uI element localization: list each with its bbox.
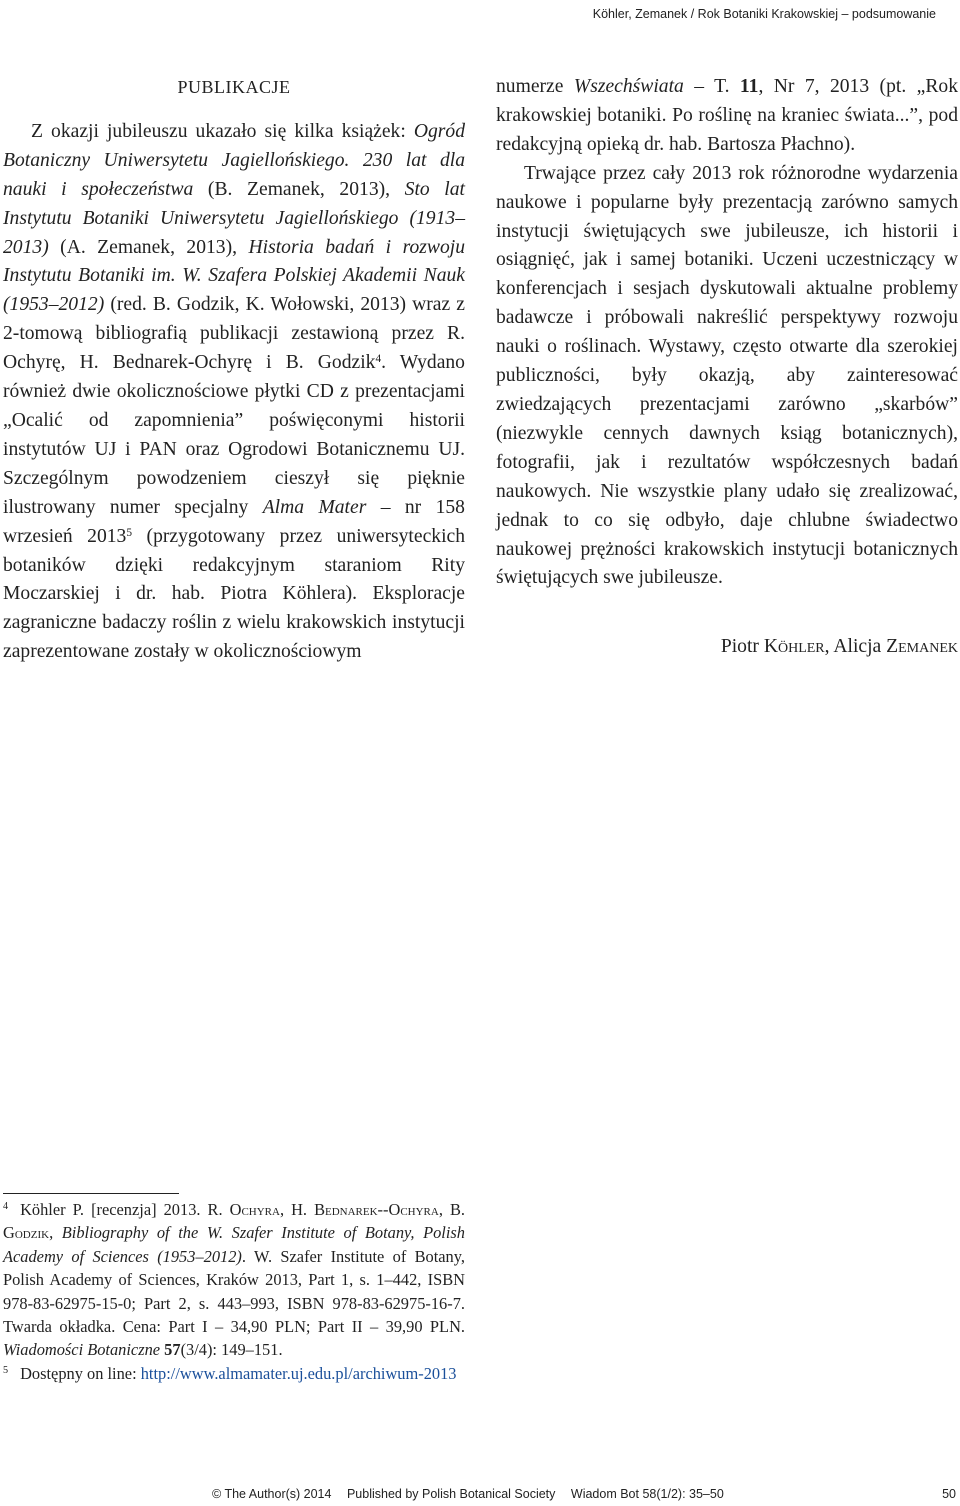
right-paragraph: Trwające przez cały 2013 rok różnorodne wydarzenia naukowe i popularne były prezentacją zarówno samych instytucji świętujących swe jubileusze, ich historii i osiągnięć, jak i samej botaniki. Uczeni uczestniczący w konferencjach i sesjach dyskutowali aktualne problemy badawcze i próbowali nakreślić perspektywy rozwoju nauki o roślinach. Wystawy, często otwarte dla szerokiej publiczności, były okazją, aby zainteresować zwiedzających prezentacjami zarówno „skarbów” (niezwykle cennych dawnych ksiąg botanicznych), fotografii, jak i rezultatów współczesnych badań naukowych. Nie wszystkie plany udało się zrealizować, jednak to co się odbyło, daje chlubne świadectwo naukowej prężności krakowskich instytucji botanicznych świętujących swe jubileusze. (496, 162, 958, 589)
text-run: Köhler P. [recenzja] 2013. R. (20, 1200, 230, 1219)
author-first-name: , Alicja (824, 636, 887, 658)
footnote-4 (3, 1198, 465, 1362)
section-heading: PUBLIKACJE (177, 77, 291, 97)
text-run: . W. Szafer Institute of Botany, Polish Academy of Sciences, Kraków 2013, Part 1, s. 1–442, ISBN 978-83-62975-15-0; Part 2, s. 443–993, ISBN 978-83-62975-16-7. Twarda okładka. Cena: Part I – 34,90 PLN; Part II – 39,90 PLN. (3, 1246, 465, 1337)
text-run: , B. (438, 1200, 465, 1219)
volume-number: 11 (739, 76, 759, 97)
footnote-5 (3, 1362, 465, 1385)
text-run: (red. B. Godzik, K. Wołowski, 2013) wraz z 2-tomową bibliografią publikacji zestawioną przez R. Ochyrę, H. Bednarek-Ochyrę i B. Godzik (3, 294, 465, 374)
text-run: – T. (683, 76, 740, 97)
running-head: Köhler, Zemanek / Rok Botaniki Krakowskiej – podsumowanie (592, 7, 936, 21)
footer-info (212, 1487, 736, 1501)
book-title: Ogród Botaniczny Uniwersytetu Jagiellońskiego. 230 lat dla nauki i społeczeństwa (3, 120, 465, 200)
footnote-ref-5[interactable]: 5 (126, 526, 133, 539)
text-run: Dostępny on line: (20, 1363, 141, 1383)
journal-title: Wiadomości Botaniczne (3, 1340, 161, 1360)
author-name: Godzik (3, 1223, 50, 1243)
author-last-name: Köhler (763, 636, 825, 658)
footnote-ref-4[interactable]: 4 (375, 352, 382, 365)
text-run: , H. (279, 1200, 315, 1219)
page-number: 50 (942, 1487, 956, 1501)
text-run: Z okazji jubileuszu ukazało się kilka książek: (31, 120, 414, 142)
author-signature (496, 633, 958, 662)
publisher-notice: Published by Polish Botanical Society (346, 1487, 556, 1501)
copyright-notice: © The Author(s) 2014 (212, 1487, 332, 1501)
right-column (496, 73, 958, 662)
footnote-number: 4 (3, 1201, 9, 1213)
text-run: (A. Zemanek, 2013), (48, 236, 249, 258)
right-paragraph-continued (496, 73, 958, 160)
journal-title: Alma Mater (262, 496, 367, 518)
journal-title: Wszechświata (573, 76, 684, 97)
text-run: (3/4): 149–151. (180, 1340, 283, 1360)
footnote-rule (3, 1193, 179, 1194)
book-title: Historia badań i rozwoju Instytutu Botaniki im. W. Szafera Polskiej Akademii Nauk (1953–2012) (3, 236, 465, 316)
footnote-number: 5 (3, 1365, 9, 1377)
journal-citation: Wiadom Bot 58(1/2): 35–50 (570, 1487, 724, 1501)
text-run: . Wydano również dwie okolicznościowe płytki CD z prezentacjami „Ocalić od zapomnienia” poświęconymi historii instytutów UJ i PAN oraz Ogrodowi Botanicznemu UJ. Szczególnym powodzeniem cieszył się pięknie ilustrowany numer specjalny (3, 352, 465, 518)
text-run: – nr 158 wrzesień 2013 (3, 496, 465, 547)
author-last-name: Zemanek (886, 636, 958, 658)
text-run: (przygotowany przez uniwersyteckich botaników dzięki redakcyjnym staraniom Rity Moczarskiej i dr. hab. Piotra Köhlera). Eksploracje zagraniczne badaczy roślin z wielu krakowskich instytucji zaprezentowane zostały w okolicznościowym (3, 525, 466, 663)
author-first-name: Piotr (720, 636, 764, 658)
volume-number: 57 (164, 1340, 181, 1360)
left-paragraph (3, 118, 465, 667)
book-title: Bibliography of the W. Szafer Institute of Botany, Polish Academy of Sciences (1953–2012) (3, 1223, 465, 1266)
text-run: , (49, 1223, 62, 1243)
author-name: Ochyra (229, 1200, 280, 1219)
author-name: Bednarek--Ochyra (314, 1200, 439, 1219)
text-run: , Nr 7, 2013 (pt. „Rok krakowskiej botaniki. Po roślinę na kraniec świata...”, pod redakcyjną opieką dr. hab. Bartosza Płachno). (496, 76, 958, 155)
text-run: (B. Zemanek, 2013), (193, 178, 405, 200)
left-column (3, 73, 465, 667)
book-title: Sto lat Instytutu Botaniki Uniwersytetu Jagiellońskiego (1913–2013) (3, 178, 465, 258)
footnotes (3, 1198, 465, 1385)
archive-link[interactable]: http://www.almamater.uj.edu.pl/archiwum-2013 (140, 1363, 457, 1383)
text-run: numerze (496, 76, 574, 97)
